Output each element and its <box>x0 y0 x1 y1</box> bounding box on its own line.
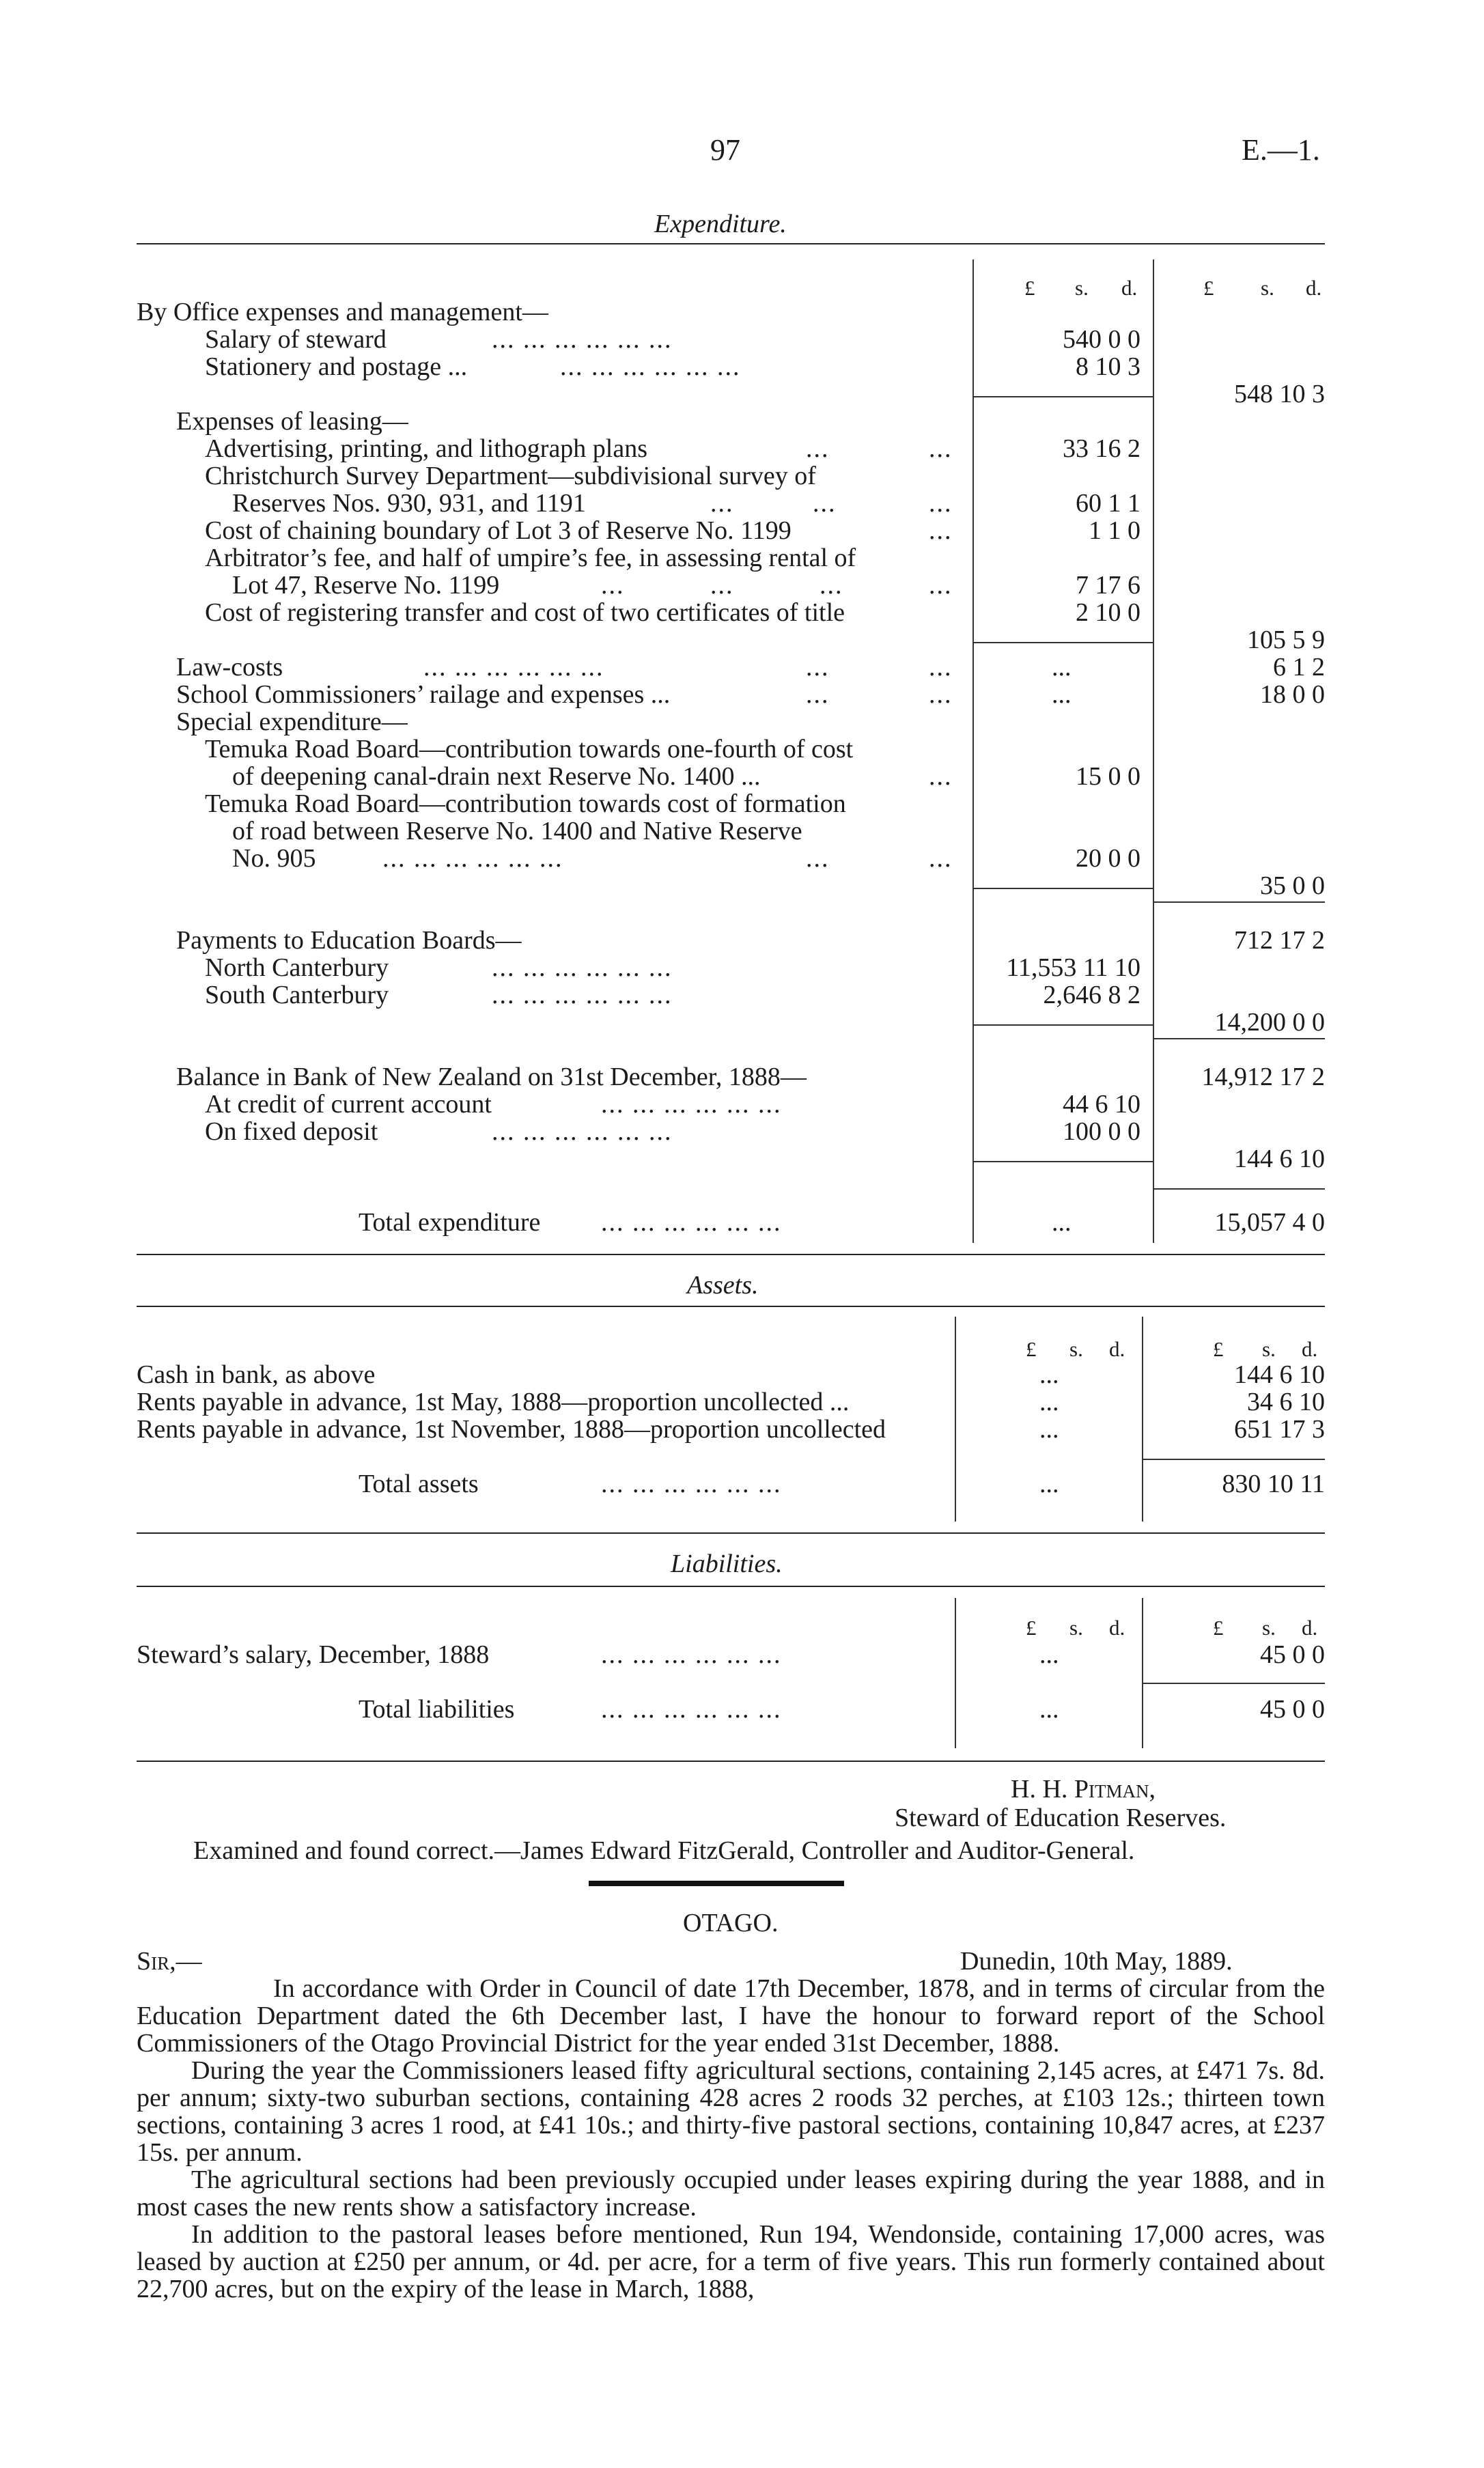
fixed-deposit-amount: 100 0 0 <box>1063 1117 1140 1146</box>
steward-name: H. H. Pitman, <box>1011 1775 1156 1804</box>
currency-pounds-col1: £ <box>1026 1337 1037 1361</box>
subtotal-rule <box>972 1161 1153 1162</box>
payments-total-amount: 14,200 0 0 <box>1214 1008 1325 1037</box>
survey-label-line2: Reserves Nos. 930, 931, and 1191 <box>232 489 586 518</box>
currency-pounds-col2: £ <box>1203 276 1214 300</box>
rents-may-col1-blank: ... <box>1039 1388 1059 1416</box>
rents-november-amount: 651 17 3 <box>1234 1415 1325 1444</box>
payments-heading: Payments to Education Boards— <box>176 926 522 955</box>
subtotal-rule <box>972 888 1153 889</box>
expenditure-title: Expenditure. <box>654 210 787 238</box>
leader-dots: ... ... ... ... ... ... <box>492 325 673 354</box>
currency-pence-col1: d. <box>1109 1616 1125 1640</box>
south-canterbury-amount: 2,646 8 2 <box>1043 981 1140 1009</box>
subtotal-rule <box>1153 1038 1325 1039</box>
chaining-amount: 1 1 0 <box>1089 516 1140 545</box>
liabilities-title: Liabilities. <box>671 1549 783 1578</box>
currency-pence-col1: d. <box>1121 276 1138 300</box>
leasing-total-amount: 105 5 9 <box>1247 626 1325 654</box>
subtotal-rule <box>972 642 1153 643</box>
letter-paragraph-1: In accordance with Order in Council of date 17th December, 1878, and in terms of circular from the Education Department dated the 6th December last, I have the honour to forward report of the School Commissioners of the Otago Provincial District for the year ended 31st December, 1888. <box>137 1974 1325 2058</box>
stewards-salary-col1-blank: ... <box>1039 1640 1059 1669</box>
column-rule-left <box>955 1317 956 1522</box>
currency-shillings-col1: s. <box>1069 1337 1083 1361</box>
arbitrator-label-line2: Lot 47, Reserve No. 1199 <box>232 571 500 600</box>
north-canterbury-label: North Canterbury <box>205 953 389 982</box>
leader-dots: ... ... ... ... ... ... <box>382 844 563 873</box>
currency-pence-col1: d. <box>1109 1337 1125 1361</box>
cash-in-bank-label: Cash in bank, as above <box>137 1360 376 1389</box>
currency-pence-col2: d. <box>1302 1616 1318 1640</box>
leader-dots: ... <box>806 844 830 873</box>
railage-col1-blank: ... <box>1052 680 1072 709</box>
leader-dots: ... <box>929 844 953 873</box>
section-separator <box>589 1881 844 1886</box>
leader-dots: ... <box>806 653 830 682</box>
temuka2-amount: 20 0 0 <box>1076 844 1140 873</box>
rents-november-col1-blank: ... <box>1039 1415 1059 1444</box>
leader-dots: ... ... ... ... ... ... <box>601 1090 782 1119</box>
currency-shillings-col2: s. <box>1262 1337 1276 1361</box>
column-rule-left <box>972 260 974 1243</box>
assets-top-rule <box>137 1306 1325 1307</box>
column-rule-right <box>1142 1598 1143 1748</box>
cash-in-bank-col1-blank: ... <box>1039 1360 1059 1389</box>
office-expenses-heading: By Office expenses and management— <box>137 298 548 326</box>
leader-dots: ... ... ... ... ... ... <box>492 1117 673 1146</box>
railage-amount: 18 0 0 <box>1260 680 1325 709</box>
document-reference: E.—1. <box>1242 133 1320 167</box>
leader-dots: ... <box>601 571 625 600</box>
subtotal-rule <box>1153 901 1325 903</box>
currency-shillings-col2: s. <box>1262 1616 1276 1640</box>
page-number: 97 <box>710 133 740 167</box>
otago-heading: OTAGO. <box>683 1909 779 1937</box>
leader-dots: ... ... ... ... ... ... <box>601 1470 782 1498</box>
currency-pence-col2: d. <box>1302 1337 1318 1361</box>
leader-dots: ... <box>710 489 734 518</box>
stationery-amount: 8 10 3 <box>1076 352 1140 381</box>
current-account-label: At credit of current account <box>205 1090 492 1119</box>
currency-shillings-col1: s. <box>1075 276 1089 300</box>
subtotal-rule <box>1142 1459 1325 1460</box>
special-total-amount: 35 0 0 <box>1260 871 1325 900</box>
leader-dots: ... <box>806 434 830 463</box>
leader-dots: ... <box>929 516 953 545</box>
leader-dots: ... <box>929 434 953 463</box>
rents-november-label: Rents payable in advance, 1st November, 1888—proportion uncollected <box>137 1415 886 1444</box>
survey-label-line1: Christchurch Survey Department—subdivisional survey of <box>205 462 816 490</box>
total-expenditure-label: Total expenditure <box>359 1208 541 1237</box>
subtotal-rule <box>1153 1188 1325 1190</box>
leader-dots: ... <box>710 571 734 600</box>
advertising-amount: 33 16 2 <box>1063 434 1140 463</box>
stewards-salary-amount: 45 0 0 <box>1260 1640 1325 1669</box>
leader-dots: ... ... ... ... ... ... <box>492 981 673 1009</box>
liabilities-top-rule <box>137 1586 1325 1587</box>
temuka2-label-line2: of road between Reserve No. 1400 and Native Reserve <box>232 817 802 845</box>
currency-pounds-col1: £ <box>1024 276 1035 300</box>
leader-dots: ... <box>806 680 830 709</box>
stationery-label: Stationery and postage ... <box>205 352 468 381</box>
special-heading: Special expenditure— <box>176 707 408 736</box>
temuka1-amount: 15 0 0 <box>1076 762 1140 791</box>
total-expenditure-col1-blank: ... <box>1052 1208 1072 1237</box>
leader-dots: ... <box>929 762 953 791</box>
rents-may-label: Rents payable in advance, 1st May, 1888—proportion uncollected ... <box>137 1388 850 1416</box>
law-costs-amount: 6 1 2 <box>1273 653 1325 682</box>
registering-label: Cost of registering transfer and cost of two certificates of title <box>205 598 845 627</box>
liabilities-bottom-rule <box>137 1761 1325 1762</box>
total-assets-label: Total assets <box>359 1470 479 1498</box>
total-liabilities-amount: 45 0 0 <box>1260 1695 1325 1724</box>
subtotal-rule <box>1142 1683 1325 1684</box>
balance-total-amount: 144 6 10 <box>1234 1145 1325 1173</box>
subtotal-rule <box>972 396 1153 397</box>
rents-may-amount: 34 6 10 <box>1247 1388 1325 1416</box>
running-subtotal-amount: 712 17 2 <box>1234 926 1325 955</box>
temuka2-label-line1: Temuka Road Board—contribution towards cost of formation <box>205 789 846 818</box>
letter-paragraph-3: The agricultural sections had been previously occupied under leases expiring during the year 1888, and in most cases the new rents show a satisfactory increase. <box>137 2165 1325 2221</box>
cash-in-bank-amount: 144 6 10 <box>1234 1360 1325 1389</box>
expenditure-bottom-rule <box>137 1254 1325 1255</box>
temuka1-label-line1: Temuka Road Board—contribution towards one-fourth of cost <box>205 735 854 763</box>
chaining-label: Cost of chaining boundary of Lot 3 of Reserve No. 1199 <box>205 516 792 545</box>
letter-paragraph-4: In addition to the pastoral leases before mentioned, Run 194, Wendonside, containing 17,000 acres, was leased by auction at £250 per annum, or 4d. per acre, for a term of five years. This run formerly contained about 22,700 acres, but on the expiry of the lease in March, 1888, <box>137 2220 1325 2303</box>
leader-dots: ... ... ... ... ... ... <box>492 953 673 982</box>
letter-place-date: Dunedin, 10th May, 1889. <box>960 1947 1233 1976</box>
currency-pounds-col1: £ <box>1026 1616 1037 1640</box>
salary-label: Salary of steward <box>205 325 387 354</box>
column-rule-left <box>955 1598 956 1748</box>
leader-dots: ... <box>929 571 953 600</box>
currency-pence-col2: d. <box>1306 276 1322 300</box>
arbitrator-label-line1: Arbitrator’s fee, and half of umpire’s fee, in assessing rental of <box>205 544 856 572</box>
leader-dots: ... ... ... ... ... ... <box>601 1695 782 1724</box>
temuka1-label-line2: of deepening canal-drain next Reserve No. 1400 ... <box>232 762 761 791</box>
stewards-salary-label: Steward’s salary, December, 1888 <box>137 1640 490 1669</box>
temuka2-label-line3: No. 905 <box>232 844 316 873</box>
total-liabilities-label: Total liabilities <box>359 1695 515 1724</box>
assets-title: Assets. <box>687 1271 759 1300</box>
north-canterbury-amount: 11,553 11 10 <box>1006 953 1140 982</box>
expenditure-top-rule <box>137 243 1325 244</box>
advertising-label: Advertising, printing, and lithograph plans <box>205 434 648 463</box>
south-canterbury-label: South Canterbury <box>205 981 389 1009</box>
examined-statement: Examined and found correct.—James Edward FitzGerald, Controller and Auditor-General. <box>193 1836 1135 1865</box>
balance-heading: Balance in Bank of New Zealand on 31st December, 1888— <box>176 1063 807 1091</box>
leader-dots: ... ... ... ... ... ... <box>601 1640 782 1669</box>
leader-dots: ... <box>929 489 953 518</box>
law-costs-col1-blank: ... <box>1052 653 1072 682</box>
running-total-amount: 14,912 17 2 <box>1201 1063 1325 1091</box>
letter-salutation: Sir,— <box>137 1947 202 1976</box>
law-costs-label: Law-costs <box>176 653 283 682</box>
fixed-deposit-label: On fixed deposit <box>205 1117 378 1146</box>
leader-dots: ... <box>929 680 953 709</box>
railage-label: School Commissioners’ railage and expenses ... <box>176 680 671 709</box>
total-assets-amount: 830 10 11 <box>1222 1470 1325 1498</box>
leader-dots: ... <box>929 653 953 682</box>
steward-title: Steward of Education Reserves. <box>895 1804 1227 1832</box>
leader-dots: ... ... ... ... ... ... <box>560 352 741 381</box>
leader-dots: ... ... ... ... ... ... <box>601 1208 782 1237</box>
survey-amount: 60 1 1 <box>1076 489 1140 518</box>
currency-pounds-col2: £ <box>1213 1337 1224 1361</box>
column-rule-right <box>1142 1317 1143 1522</box>
subtotal-rule <box>972 1024 1153 1026</box>
office-total-amount: 548 10 3 <box>1234 380 1325 408</box>
letter-paragraph-2: During the year the Commissioners leased fifty agricultural sections, containing 2,145 acres, at £471 7s. 8d. per annum; sixty-two suburban sections, containing 428 acres 2 roods 32 perches, at £103 12s.; thirteen town sections, containing 3 acres 1 rood, at £41 10s.; and thirty-five pastoral sections, containing 10,847 acres, at £237 15s. per annum. <box>137 2056 1325 2167</box>
total-assets-col1-blank: ... <box>1039 1470 1059 1498</box>
arbitrator-amount: 7 17 6 <box>1076 571 1140 600</box>
leader-dots: ... <box>813 489 837 518</box>
leasing-heading: Expenses of leasing— <box>176 407 408 436</box>
currency-shillings-col1: s. <box>1069 1616 1083 1640</box>
registering-amount: 2 10 0 <box>1076 598 1140 627</box>
leader-dots: ... <box>820 571 843 600</box>
current-account-amount: 44 6 10 <box>1063 1090 1140 1119</box>
salary-amount: 540 0 0 <box>1063 325 1140 354</box>
total-expenditure-amount: 15,057 4 0 <box>1214 1208 1325 1237</box>
total-liabilities-col1-blank: ... <box>1039 1695 1059 1724</box>
assets-bottom-rule <box>137 1532 1325 1534</box>
currency-shillings-col2: s. <box>1261 276 1274 300</box>
leader-dots: ... ... ... ... ... ... <box>423 653 604 682</box>
currency-pounds-col2: £ <box>1213 1616 1224 1640</box>
